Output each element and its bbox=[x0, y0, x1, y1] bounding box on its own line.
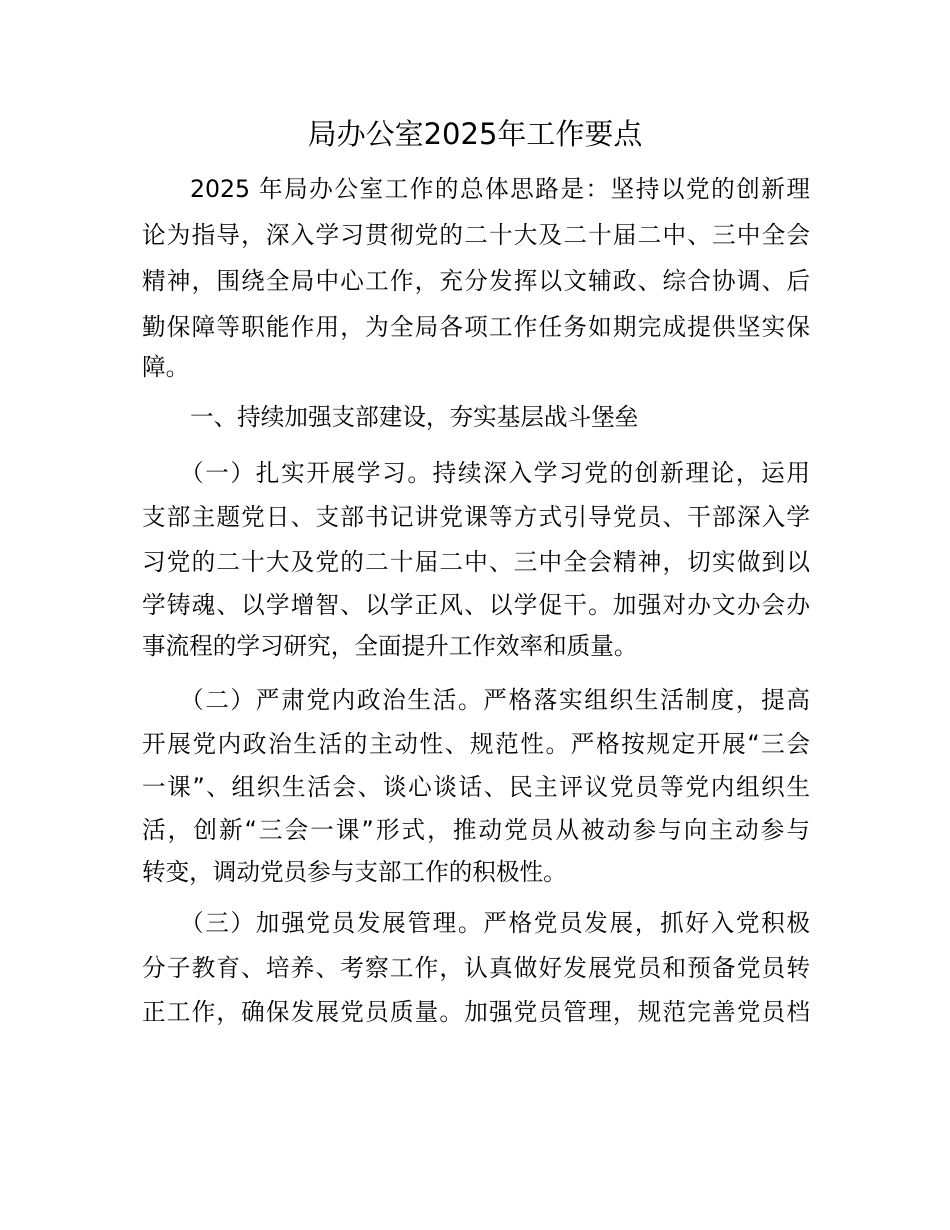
paragraph-line: 支部主题党日、支部书记讲党课等方式引导党员、干部深入学 bbox=[142, 503, 810, 531]
paragraph-line: 事流程的学习研究，全面提升工作效率和质量。 bbox=[142, 632, 638, 660]
paragraph-line: 转变，调动党员参与支部工作的积极性。 bbox=[142, 858, 567, 886]
paragraph-line: 习党的二十大及党的二十届二中、三中全会精神，切实做到以 bbox=[142, 548, 810, 576]
paragraph-line: （三）加强党员发展管理。严格党员发展，抓好入党积极 bbox=[180, 909, 810, 937]
paragraph-line: 勤保障等职能作用，为全局各项工作任务如期完成提供坚实保 bbox=[142, 313, 810, 341]
section-heading-text: 一、持续加强支部建设，夯实基层战斗堡垒 bbox=[190, 403, 639, 431]
paragraph-line: 开展党内政治生活的主动性、规范性。严格按规定开展“三会 bbox=[142, 730, 810, 758]
paragraph-line: 2025 年局办公室工作的总体思路是：坚持以党的创新理 bbox=[190, 175, 810, 203]
paragraph-line: 正工作，确保发展党员质量。加强党员管理，规范完善党员档 bbox=[142, 998, 810, 1026]
document-title: 局办公室2025年工作要点 bbox=[307, 117, 643, 151]
paragraph-line: 学铸魂、以学增智、以学正风、以学促干。加强对办文办会办 bbox=[142, 591, 810, 619]
paragraph-line: （一）扎实开展学习。持续深入学习党的创新理论，运用 bbox=[180, 459, 810, 487]
paragraph-line: 一课”、组织生活会、谈心谈话、民主评议党员等党内组织生 bbox=[142, 773, 810, 801]
paragraph-line: （二）严肃党内政治生活。严格落实组织生活制度，提高 bbox=[180, 686, 810, 714]
paragraph-line: 活，创新“三会一课”形式，推动党员从被动参与向主动参与 bbox=[142, 816, 810, 844]
paragraph-line: 精神，围绕全局中心工作，充分发挥以文辅政、综合协调、后 bbox=[142, 267, 810, 295]
paragraph-line: 分子教育、培养、考察工作，认真做好发展党员和预备党员转 bbox=[142, 954, 810, 982]
paragraph-line: 障。 bbox=[142, 353, 190, 381]
paragraph-line: 论为指导，深入学习贯彻党的二十大及二十届二中、三中全会 bbox=[142, 221, 810, 249]
